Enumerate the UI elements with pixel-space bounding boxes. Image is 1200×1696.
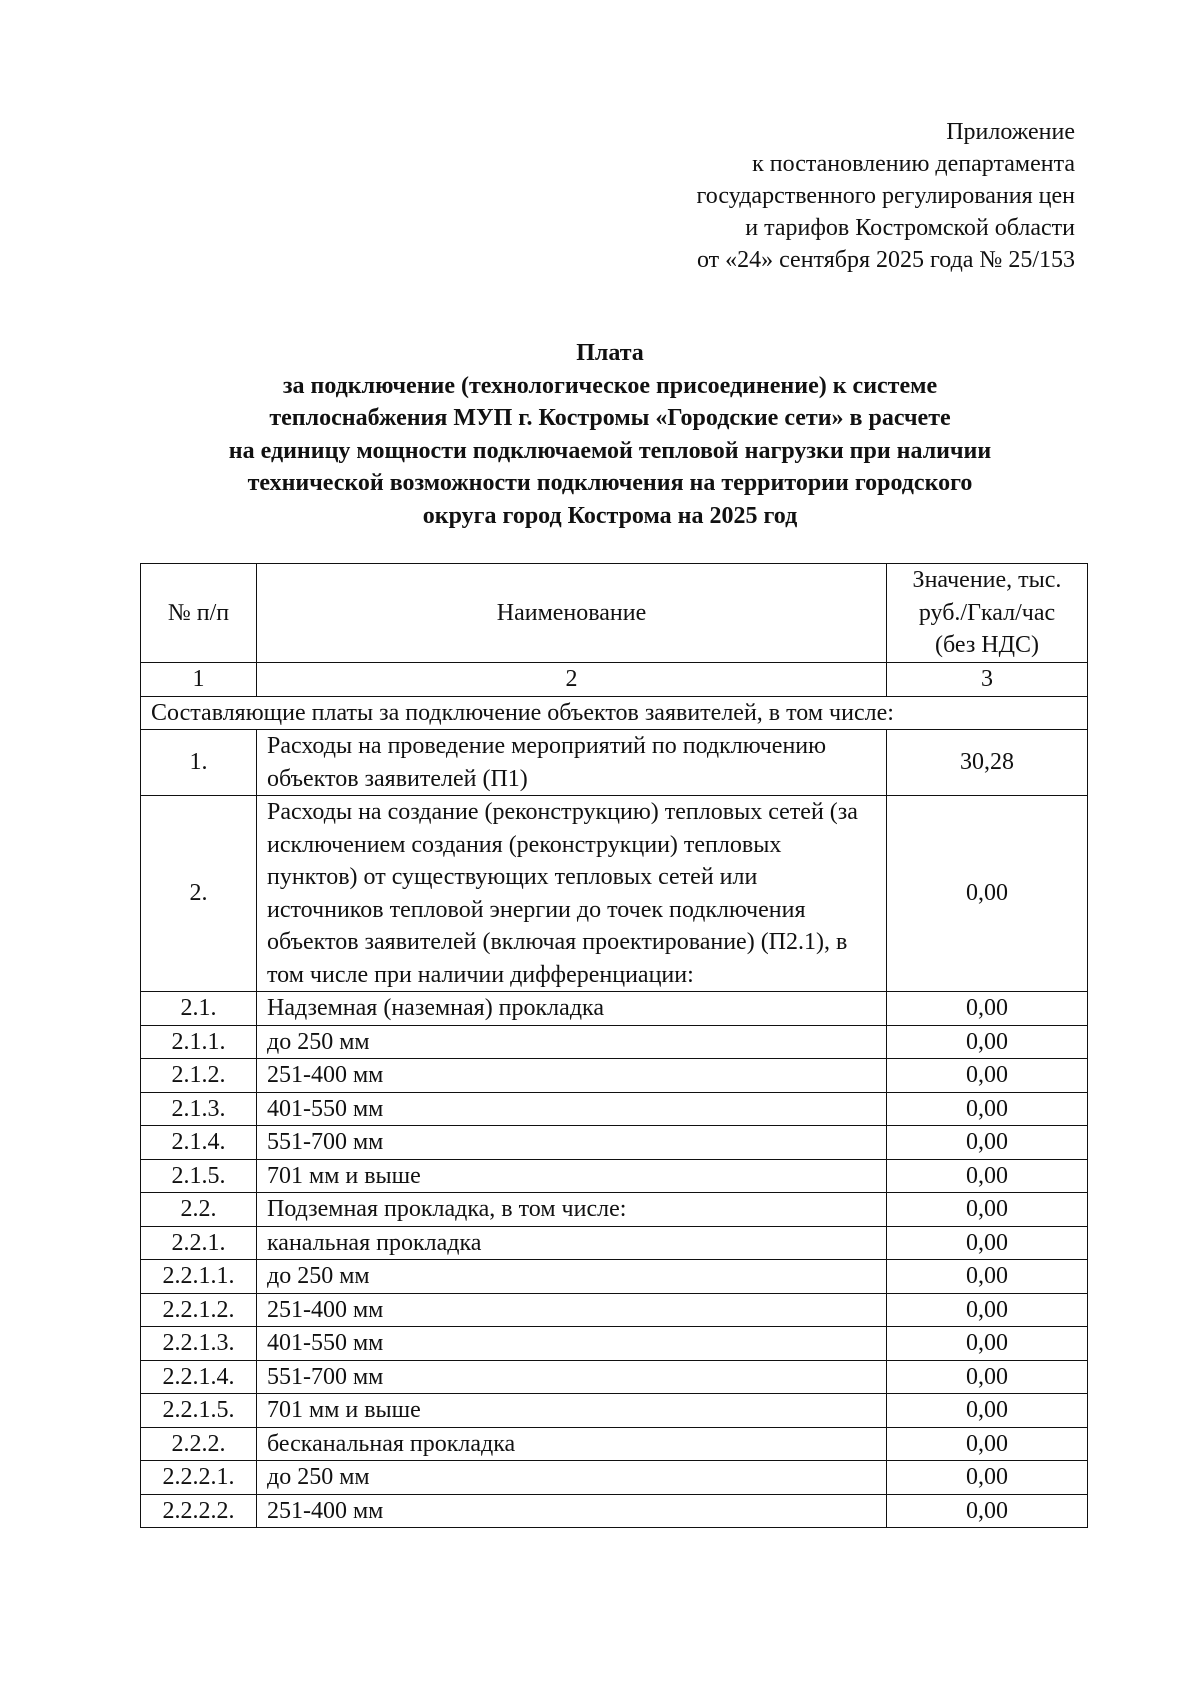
row-name: до 250 мм	[257, 1025, 887, 1059]
row-value: 0,00	[887, 1226, 1088, 1260]
title-line: Плата	[576, 340, 644, 366]
row-value: 0,00	[887, 1193, 1088, 1227]
table-row	[141, 1427, 1088, 1461]
row-name: 251-400 мм	[257, 1494, 887, 1528]
table-row	[141, 1327, 1088, 1361]
row-value: 0,00	[887, 1461, 1088, 1495]
row-number: 2.	[141, 796, 257, 992]
table-row	[141, 1059, 1088, 1093]
row-value: 0,00	[887, 1394, 1088, 1428]
row-name: канальная прокладка	[257, 1226, 887, 1260]
title-line: технической возможности подключения на территории городского	[247, 470, 973, 496]
table-row	[141, 1461, 1088, 1495]
row-number: 2.1.2.	[141, 1059, 257, 1093]
row-name: Расходы на создание (реконструкцию) тепловых сетей (за исключением создания (реконструкции) тепловых пунктов) от существующих тепловых сетей или источников тепловой энергии до точек подключения объектов заявителей (включая проектирование) (П2.1), в том числе при наличии дифференциации:	[257, 796, 887, 992]
row-number: 2.2.	[141, 1193, 257, 1227]
row-name: 401-550 мм	[257, 1092, 887, 1126]
row-name: 551-700 мм	[257, 1126, 887, 1160]
row-name: бесканальная прокладка	[257, 1427, 887, 1461]
title-line: теплоснабжения МУП г. Костромы «Городские сети» в расчете	[269, 405, 951, 431]
row-value: 0,00	[887, 1059, 1088, 1093]
row-number: 2.2.2.2.	[141, 1494, 257, 1528]
column-number: 1	[141, 663, 257, 697]
row-name: 701 мм и выше	[257, 1159, 887, 1193]
row-value: 0,00	[887, 1327, 1088, 1361]
appendix-reference	[697, 116, 1075, 276]
appendix-line: Приложение	[946, 119, 1075, 145]
row-value: 0,00	[887, 1126, 1088, 1160]
row-value: 0,00	[887, 1360, 1088, 1394]
row-value: 0,00	[887, 992, 1088, 1026]
appendix-line: к постановлению департамента	[752, 151, 1075, 177]
row-number: 2.1.	[141, 992, 257, 1026]
document-title	[140, 337, 1080, 532]
table-row	[141, 1293, 1088, 1327]
table-row	[141, 1092, 1088, 1126]
appendix-line: и тарифов Костромской области	[745, 215, 1075, 241]
row-value: 0,00	[887, 1260, 1088, 1294]
table-row	[141, 1226, 1088, 1260]
row-name: Подземная прокладка, в том числе:	[257, 1193, 887, 1227]
row-value: 0,00	[887, 1427, 1088, 1461]
row-value: 0,00	[887, 1494, 1088, 1528]
fees-table	[140, 563, 1088, 1528]
row-number: 2.1.5.	[141, 1159, 257, 1193]
table-row	[141, 730, 1088, 796]
row-number: 2.2.1.2.	[141, 1293, 257, 1327]
row-number: 2.2.1.4.	[141, 1360, 257, 1394]
row-number: 1.	[141, 730, 257, 796]
section-title: Составляющие платы за подключение объектов заявителей, в том числе:	[141, 696, 1088, 730]
row-number: 2.1.1.	[141, 1025, 257, 1059]
row-name: до 250 мм	[257, 1461, 887, 1495]
title-line: за подключение (технологическое присоединение) к системе	[282, 372, 938, 399]
row-number: 2.2.2.1.	[141, 1461, 257, 1495]
row-number: 2.2.1.3.	[141, 1327, 257, 1361]
row-value: 0,00	[887, 1092, 1088, 1126]
column-number: 2	[257, 663, 887, 697]
row-value: 0,00	[887, 796, 1088, 992]
header-num: № п/п	[141, 564, 257, 663]
row-value: 30,28	[887, 730, 1088, 796]
table-row	[141, 1494, 1088, 1528]
row-name: 251-400 мм	[257, 1293, 887, 1327]
table-row	[141, 1126, 1088, 1160]
row-name: Надземная (наземная) прокладка	[257, 992, 887, 1026]
table-row	[141, 1260, 1088, 1294]
row-name: 701 мм и выше	[257, 1394, 887, 1428]
row-name: Расходы на проведение мероприятий по подключению объектов заявителей (П1)	[257, 730, 887, 796]
row-value: 0,00	[887, 1025, 1088, 1059]
row-number: 2.2.1.	[141, 1226, 257, 1260]
row-value: 0,00	[887, 1293, 1088, 1327]
table-row	[141, 992, 1088, 1026]
appendix-line: государственного регулирования цен	[696, 183, 1075, 209]
row-number: 2.2.2.	[141, 1427, 257, 1461]
row-value: 0,00	[887, 1159, 1088, 1193]
table-row	[141, 796, 1088, 992]
column-number-row	[141, 663, 1088, 697]
row-name: 251-400 мм	[257, 1059, 887, 1093]
table-row	[141, 1394, 1088, 1428]
table-row	[141, 1025, 1088, 1059]
table-row	[141, 1159, 1088, 1193]
section-row	[141, 696, 1088, 730]
row-number: 2.1.4.	[141, 1126, 257, 1160]
row-number: 2.2.1.1.	[141, 1260, 257, 1294]
title-line: на единицу мощности подключаемой тепловой нагрузки при наличии	[228, 437, 992, 464]
header-value: Значение, тыс. руб./Гкал/час (без НДС)	[887, 564, 1088, 663]
row-name: 401-550 мм	[257, 1327, 887, 1361]
row-name: до 250 мм	[257, 1260, 887, 1294]
title-line: округа город Кострома на 2025 год	[422, 502, 798, 529]
header-name: Наименование	[257, 564, 887, 663]
appendix-line: от «24» сентября 2025 года № 25/153	[696, 247, 1075, 273]
table-row	[141, 1360, 1088, 1394]
table-header-row	[141, 564, 1088, 663]
row-number: 2.1.3.	[141, 1092, 257, 1126]
column-number: 3	[887, 663, 1088, 697]
table-row	[141, 1193, 1088, 1227]
row-name: 551-700 мм	[257, 1360, 887, 1394]
row-number: 2.2.1.5.	[141, 1394, 257, 1428]
